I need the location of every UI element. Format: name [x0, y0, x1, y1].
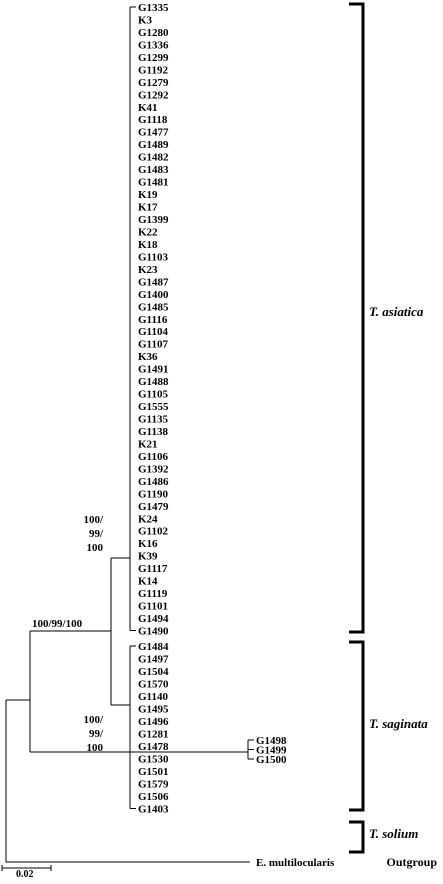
- taxon-label-G1192: G1192: [138, 64, 168, 77]
- taxon-label-K21: K21: [138, 438, 158, 451]
- taxon-label-G1485: G1485: [138, 301, 169, 314]
- taxon-label-G1490: G1490: [138, 625, 169, 638]
- taxon-label-G1403: G1403: [138, 803, 169, 816]
- taxon-label-K36: K36: [138, 351, 158, 364]
- taxon-label-G1501: G1501: [138, 766, 169, 778]
- taxon-label-G1190: G1190: [138, 488, 168, 501]
- taxon-label-K24: K24: [138, 513, 158, 526]
- taxon-label-G1491: G1491: [138, 363, 169, 376]
- taxon-label-G1478: G1478: [138, 741, 169, 753]
- saginata-support-0: 100/: [83, 714, 103, 726]
- taxon-label-G1280: G1280: [138, 26, 169, 39]
- taxon-label-K3: K3: [138, 14, 153, 27]
- taxon-label-G1138: G1138: [138, 425, 168, 438]
- asiatica-support-1: 99/: [88, 528, 103, 540]
- taxon-label-G1103: G1103: [138, 251, 168, 264]
- taxon-label-G1400: G1400: [138, 288, 169, 301]
- saginata-support-1: 99/: [88, 728, 103, 740]
- taxon-label-G1335: G1335: [138, 2, 169, 14]
- taxon-label-G1489: G1489: [138, 139, 169, 152]
- taxon-label-G1500: G1500: [256, 754, 287, 766]
- taxon-label-K19: K19: [138, 189, 158, 202]
- taxon-label-G1135: G1135: [138, 413, 168, 426]
- taxon-label-G1101: G1101: [138, 600, 168, 613]
- taxon-label-K41: K41: [138, 101, 158, 114]
- taxon-label-G1279: G1279: [138, 76, 169, 89]
- scale-bar-label: 0.02: [16, 869, 34, 879]
- taxon-label-G1499: G1499: [256, 744, 287, 757]
- taxon-label-K23: K23: [138, 263, 158, 276]
- taxon-label-G1486: G1486: [138, 475, 169, 488]
- taxon-label-G1555: G1555: [138, 401, 169, 414]
- taxon-label-G1506: G1506: [138, 791, 169, 803]
- asiatica-clade-label: T. asiatica: [369, 304, 424, 319]
- taxon-label-G1482: G1482: [138, 151, 169, 164]
- taxon-label-G1117: G1117: [138, 563, 168, 576]
- taxon-label-G1484: G1484: [138, 641, 169, 653]
- taxon-label-K16: K16: [138, 538, 158, 551]
- outgroup-label: Outgroup: [386, 855, 437, 869]
- taxon-label-G1579: G1579: [138, 778, 169, 791]
- taxon-label-G1105: G1105: [138, 388, 168, 401]
- taxon-label-G1140: G1140: [138, 691, 168, 703]
- saginata-clade-label: T. saginata: [369, 716, 428, 731]
- taxon-label-G1497: G1497: [138, 653, 169, 666]
- taxon-label-G1530: G1530: [138, 753, 169, 766]
- taxon-label-G1281: G1281: [138, 728, 169, 741]
- taxon-label-G1102: G1102: [138, 525, 168, 538]
- solium-clade-label: T. solium: [369, 826, 419, 841]
- asiatica-bracket: [349, 4, 363, 632]
- taxon-label-G1106: G1106: [138, 450, 168, 463]
- taxon-label-G1399: G1399: [138, 213, 169, 226]
- taxon-label-K18: K18: [138, 238, 158, 251]
- taxon-label-G1570: G1570: [138, 678, 169, 691]
- taxon-label-G1292: G1292: [138, 89, 169, 102]
- taxon-label-G1483: G1483: [138, 164, 169, 177]
- asiatica-support-0: 100/: [83, 514, 103, 526]
- taxon-label-G1392: G1392: [138, 463, 169, 476]
- taxon-label-K14: K14: [138, 575, 158, 588]
- taxon-label-G1481: G1481: [138, 176, 169, 189]
- taxon-label-G1498: G1498: [256, 735, 287, 747]
- taxon-label-G1104: G1104: [138, 326, 168, 339]
- saginata-support-2: 100: [86, 742, 103, 754]
- taxon-label-G1494: G1494: [138, 613, 169, 626]
- taxon-label-K17: K17: [138, 201, 158, 214]
- saginata-bracket: [349, 642, 363, 810]
- taxon-label-G1495: G1495: [138, 703, 169, 716]
- taxon-label-G1504: G1504: [138, 666, 169, 678]
- taxon-label-G1488: G1488: [138, 376, 169, 389]
- taxon-label-G1119: G1119: [138, 588, 168, 601]
- taxon-label-G1116: G1116: [138, 313, 168, 326]
- solium-bracket: [349, 822, 363, 852]
- ingroup-node-support: 100/99/100: [32, 618, 83, 630]
- taxon-label-G1487: G1487: [138, 276, 169, 289]
- asiatica-support-2: 100: [86, 542, 103, 554]
- taxon-label-G1336: G1336: [138, 39, 169, 52]
- taxon-label-G1299: G1299: [138, 51, 169, 64]
- taxon-label-G1479: G1479: [138, 500, 169, 513]
- taxon-label-G1118: G1118: [138, 114, 168, 127]
- taxon-label-G1477: G1477: [138, 126, 169, 139]
- taxon-label-G1496: G1496: [138, 716, 169, 728]
- taxon-label-K22: K22: [138, 226, 158, 239]
- taxon-label-K39: K39: [138, 550, 158, 563]
- outgroup-taxon-label: E. multilocularis: [256, 857, 335, 869]
- taxon-label-G1107: G1107: [138, 338, 168, 351]
